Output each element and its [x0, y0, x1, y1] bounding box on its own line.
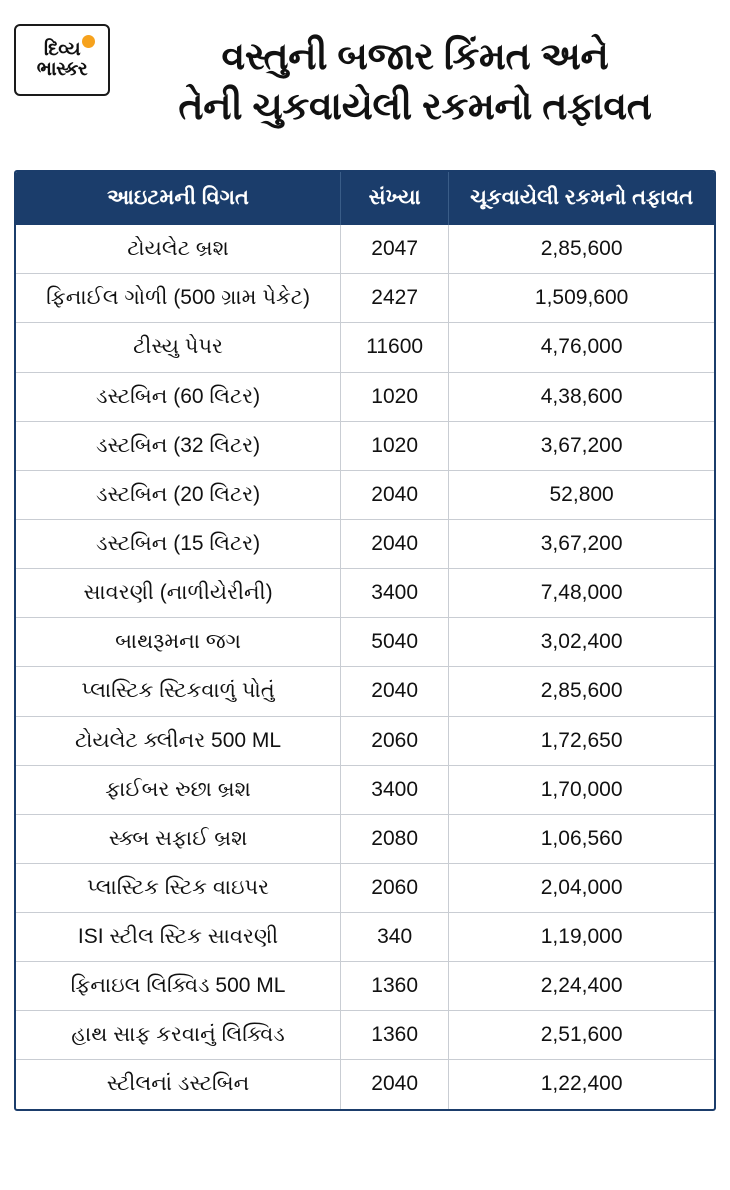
cell-amount-difference: 2,85,600	[449, 667, 714, 716]
cell-item: ડસ્ટબિન (32 લિટર)	[16, 421, 341, 470]
page-title	[120, 14, 716, 132]
cell-item: ISI સ્ટીલ સ્ટિક સાવરણી	[16, 913, 341, 962]
brand-logo-line2: ભાસ્કર	[36, 59, 88, 80]
cell-quantity: 2040	[341, 519, 449, 568]
cell-item: ફિનાઇલ લિક્વિડ 500 ML	[16, 962, 341, 1011]
cell-quantity: 1020	[341, 372, 449, 421]
cell-item: બાથરૂમના જગ	[16, 618, 341, 667]
cell-quantity: 2080	[341, 814, 449, 863]
cell-item: પ્લાસ્ટિક સ્ટિક વાઇપર	[16, 863, 341, 912]
table-row	[16, 1011, 714, 1060]
table-row	[16, 323, 714, 372]
cell-amount-difference: 4,76,000	[449, 323, 714, 372]
headline-line-1: વસ્તુની બજાર કિંમત અને	[221, 36, 609, 78]
cell-amount-difference: 52,800	[449, 470, 714, 519]
cell-item: ટોયલેટ બ્રશ	[16, 225, 341, 274]
cell-item: સાવરણી (નાળીયેરીની)	[16, 569, 341, 618]
brand-logo-line1: દિવ્ય	[43, 39, 81, 61]
table-row	[16, 618, 714, 667]
cell-amount-difference: 1,06,560	[449, 814, 714, 863]
cell-item: સ્ક્બ સફાઈ બ્રશ	[16, 814, 341, 863]
cell-item: ડસ્ટબિન (20 લિટર)	[16, 470, 341, 519]
cell-amount-difference: 2,04,000	[449, 863, 714, 912]
cell-quantity: 2040	[341, 1060, 449, 1109]
table-header-row	[16, 172, 714, 225]
cell-amount-difference: 7,48,000	[449, 569, 714, 618]
column-header-amount-difference: ચૂકવાયેલી રકમનો તફાવત	[449, 172, 714, 225]
cell-quantity: 3400	[341, 569, 449, 618]
table-row	[16, 225, 714, 274]
cell-quantity: 2040	[341, 667, 449, 716]
table-row	[16, 863, 714, 912]
cell-item: સ્ટીલનાં ડસ્ટબિન	[16, 1060, 341, 1109]
cell-item: ફાઈબર રુછા બ્રશ	[16, 765, 341, 814]
cell-amount-difference: 2,24,400	[449, 962, 714, 1011]
data-table-container	[14, 170, 716, 1111]
cell-item: પ્લાસ્ટિક સ્ટિકવાળું પોતું	[16, 667, 341, 716]
table-row	[16, 569, 714, 618]
cell-item: હાથ સાફ કરવાનું લિક્વિડ	[16, 1011, 341, 1060]
table-row	[16, 1060, 714, 1109]
table-row	[16, 913, 714, 962]
cell-quantity: 2060	[341, 716, 449, 765]
column-header-quantity: સંખ્યા	[341, 172, 449, 225]
cell-quantity: 340	[341, 913, 449, 962]
data-table	[16, 172, 714, 1109]
table-row	[16, 274, 714, 323]
cell-amount-difference: 2,51,600	[449, 1011, 714, 1060]
cell-item: ટોયલેટ ક્લીનર 500 ML	[16, 716, 341, 765]
cell-quantity: 2047	[341, 225, 449, 274]
cell-amount-difference: 1,72,650	[449, 716, 714, 765]
cell-amount-difference: 1,22,400	[540, 1072, 623, 1096]
cell-amount-difference: 1,509,600	[449, 274, 714, 323]
table-body	[16, 225, 714, 1109]
table-row	[16, 962, 714, 1011]
cell-item: ડસ્ટબિન (60 લિટર)	[16, 372, 341, 421]
table-row	[16, 519, 714, 568]
table-row	[16, 667, 714, 716]
cell-amount-difference: 3,02,400	[449, 618, 714, 667]
cell-quantity: 3400	[341, 765, 449, 814]
brand-logo	[14, 24, 110, 96]
table-row	[16, 765, 714, 814]
cell-amount-difference: 3,67,200	[449, 421, 714, 470]
cell-item: ડસ્ટબિન (15 લિટર)	[16, 519, 341, 568]
table-row	[16, 372, 714, 421]
table-row	[16, 470, 714, 519]
cell-quantity: 5040	[341, 618, 449, 667]
cell-amount-difference: 2,85,600	[449, 225, 714, 274]
cell-quantity: 1020	[341, 421, 449, 470]
table-row	[16, 421, 714, 470]
cell-amount-difference: 3,67,200	[449, 519, 714, 568]
cell-amount-difference: 1,19,000	[449, 913, 714, 962]
cell-quantity: 2040	[341, 470, 449, 519]
headline-line-2: તેની ચુકવાયેલી રકમનો તફાવત	[178, 86, 652, 129]
cell-quantity: 1360	[341, 962, 449, 1011]
table-row	[16, 814, 714, 863]
table-header	[16, 172, 714, 225]
sun-icon	[82, 35, 95, 48]
cell-quantity: 2060	[341, 863, 449, 912]
header	[14, 14, 716, 164]
cell-quantity: 1360	[341, 1011, 449, 1060]
cell-quantity: 11600	[341, 323, 449, 372]
cell-quantity: 2427	[341, 274, 449, 323]
cell-item: ફિનાઈલ ગોળી (500 ગ્રામ પેકેટ)	[16, 274, 341, 323]
table-row	[16, 716, 714, 765]
column-header-item: આઇટમની વિગત	[16, 172, 341, 225]
cell-amount-difference: 1,70,000	[449, 765, 714, 814]
cell-item: ટીસ્યુ પેપર	[16, 323, 341, 372]
cell-amount-difference: 4,38,600	[449, 372, 714, 421]
